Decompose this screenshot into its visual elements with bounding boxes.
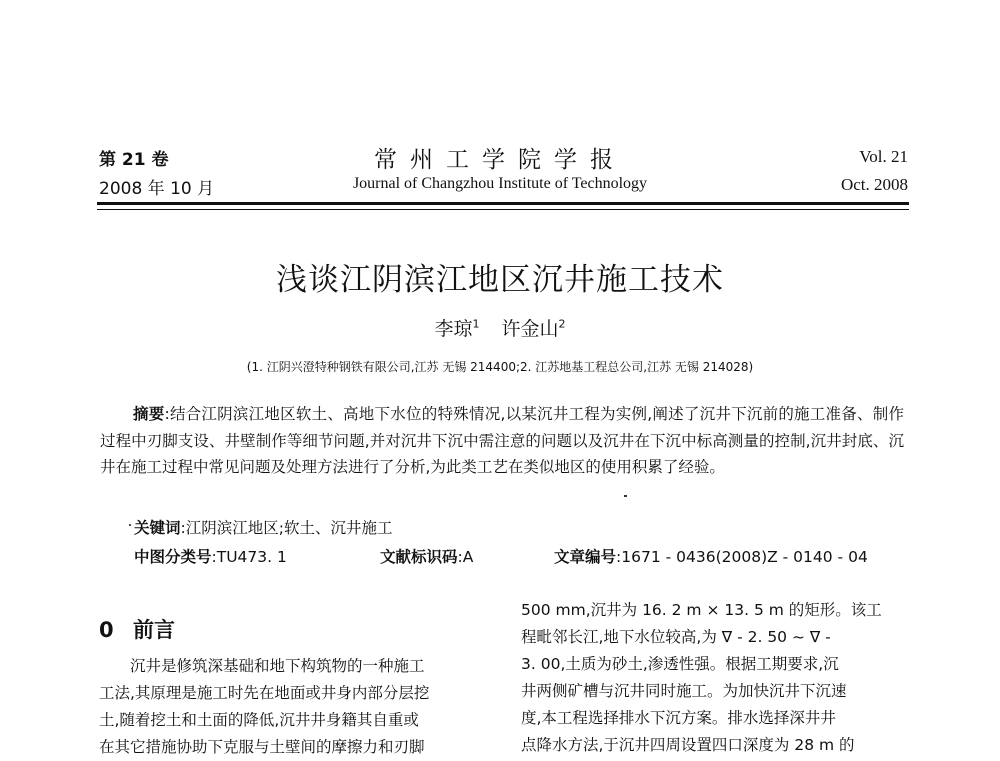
body-column-left [99,653,491,761]
body-line: 程毗邻长江,地下水位较高,为 ∇ - 2. 50 ~ ∇ - [521,628,831,646]
clc-value: :TU473. 1 [211,548,287,566]
journal-title-en: Journal of Changzhou Institute of Technology [352,175,648,192]
keywords-label: 关键词 [134,519,181,537]
header-rule-thick [97,202,909,205]
article-number-value: :1671 - 0436(2008)Z - 0140 - 04 [616,548,868,566]
volume-en: Vol. 21 [859,147,908,166]
author-affil-mark: 1 [472,317,480,331]
keywords-text: :江阴滨江地区;软土、沉井施工 [180,519,393,537]
body-line: 工法,其原理是施工时先在地面或井身内部分层挖 [99,684,430,702]
body-line: 沉井是修筑深基础和地下构筑物的一种施工 [130,657,425,675]
article-title: 浅谈江阴滨江地区沉井施工技术 [276,262,724,298]
section-heading [99,614,175,644]
body-line: 土,随着挖土和土面的降低,沉井井身籍其自重或 [99,711,419,729]
body-line: 在其它措施协助下克服与土壁间的摩擦力和刃脚 [99,738,425,756]
body-line: 500 mm,沉井为 16. 2 m × 13. 5 m 的矩形。该工 [521,601,882,619]
date-en: Oct. 2008 [840,175,908,194]
volume-cn: 第 21 卷 [99,150,169,170]
affiliations: (1. 江阴兴澄特种钢铁有限公司,江苏 无锡 214400;2. 江苏地基工程总公司,江苏 无锡 214028) [246,360,754,374]
author-name: 李琼 [434,318,473,340]
abstract-text: :结合江阴滨江地区软土、高地下水位的特殊情况,以某沉井工程为实例,阐述了沉井下沉前的施工准备、制作过程中刃脚支设、井壁制作等细节问题,并对沉井下沉中需注意的问题以及沉井在下沉中标高测量的控制,沉井封底、沉井在施工过程中常见问题及处理方法进行了分析,为此类工艺在类似地区的使用积累了经验。 [100,405,904,476]
author-name: 许金山 [501,318,559,340]
clc-label: 中图分类号 [134,548,212,566]
document-code [380,545,473,567]
keywords [134,516,392,538]
scan-speck [129,524,131,526]
body-column-right [521,597,909,759]
abstract [100,401,904,481]
section-title: 前言 [133,618,175,642]
clc-number [134,545,287,567]
doc-code-label: 文献标识码 [380,548,458,566]
section-number: 0 [99,618,114,642]
doc-code-value: :A [457,548,474,566]
journal-title-cn: 常州工学院学报 [374,147,626,173]
body-line: 井两侧矿槽与沉井同时施工。为加快沉井下沉速 [521,682,847,700]
article-number-label: 文章编号 [554,548,617,566]
date-cn: 2008 年 10 月 [99,179,215,199]
scan-speck [624,495,627,497]
author-line [0,314,1000,341]
body-line: 3. 00,土质为砂土,渗透性强。根据工期要求,沉 [521,655,839,673]
author-affil-mark: 2 [558,317,566,331]
body-line: 点降水方法,于沉井四周设置四口深度为 28 m 的 [521,736,855,754]
abstract-label: 摘要 [133,405,165,423]
article-number [554,545,868,567]
header-rule-thin [97,209,909,210]
body-line: 度,本工程选择排水下沉方案。排水选择深井井 [521,709,836,727]
